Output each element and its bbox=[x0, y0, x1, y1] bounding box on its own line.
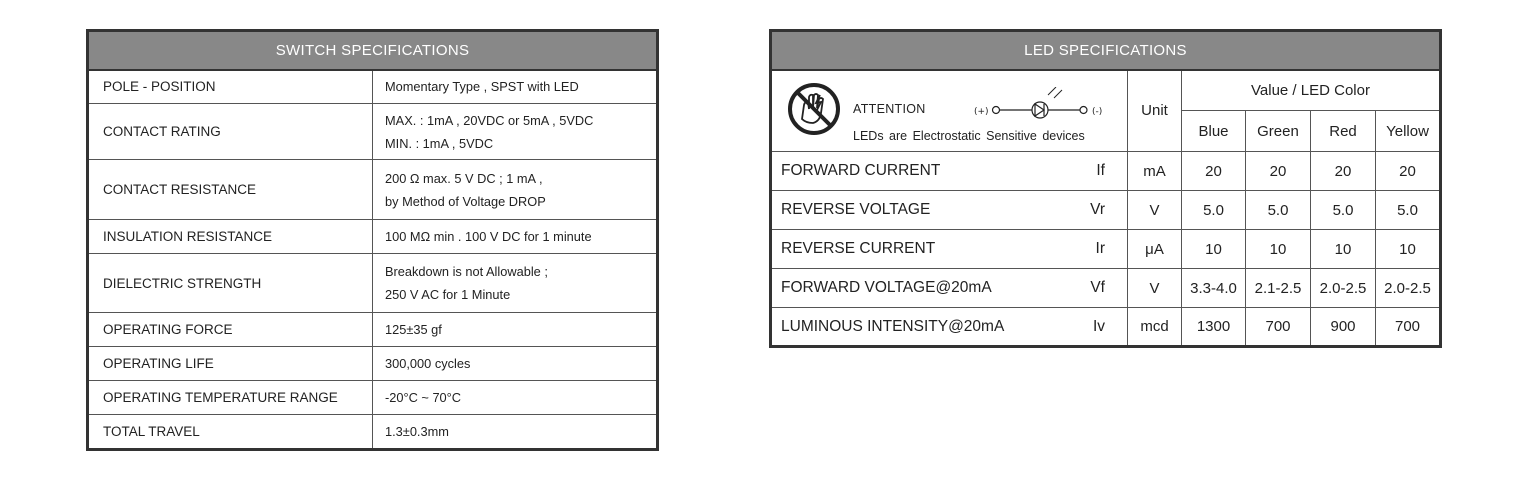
spec-value: Momentary Type , SPST with LED bbox=[373, 70, 658, 104]
esd-warning-icon bbox=[786, 81, 842, 137]
value-cell: 20 bbox=[1246, 152, 1311, 191]
table-row bbox=[88, 70, 658, 104]
value-cell: 900 bbox=[1311, 308, 1376, 347]
param-name: REVERSE VOLTAGE bbox=[781, 201, 931, 218]
spec-label: CONTACT RATING bbox=[88, 104, 373, 160]
color-header-red: Red bbox=[1311, 111, 1376, 152]
value-cell: 3.3-4.0 bbox=[1182, 269, 1246, 308]
param-cell bbox=[771, 230, 1128, 269]
param-name: LUMINOUS INTENSITY@20mA bbox=[781, 317, 1005, 335]
spec-value: 125±35 gf bbox=[373, 313, 658, 347]
param-cell bbox=[771, 269, 1128, 308]
table-row bbox=[88, 104, 658, 160]
value-cell: 10 bbox=[1376, 230, 1441, 269]
spec-label: INSULATION RESISTANCE bbox=[88, 220, 373, 254]
param-cell bbox=[771, 308, 1128, 347]
led-table-title: LED SPECIFICATIONS bbox=[771, 31, 1441, 70]
table-row bbox=[88, 254, 658, 313]
table-row bbox=[88, 381, 658, 415]
table-row bbox=[88, 220, 658, 254]
table-row bbox=[88, 160, 658, 220]
unit-header: Unit bbox=[1128, 70, 1182, 152]
unit-cell: V bbox=[1128, 269, 1182, 308]
cathode-label: (-) bbox=[1092, 106, 1103, 117]
unit-cell: mcd bbox=[1128, 308, 1182, 347]
value-cell: 20 bbox=[1311, 152, 1376, 191]
spec-value: 200 Ω max. 5 V DC ; 1 mA , by Method of Voltage DROP bbox=[373, 160, 658, 220]
spec-label: OPERATING FORCE bbox=[88, 313, 373, 347]
spec-value: 300,000 cycles bbox=[373, 347, 658, 381]
spec-value: 100 MΩ min . 100 V DC for 1 minute bbox=[373, 220, 658, 254]
spec-label: POLE - POSITION bbox=[88, 70, 373, 104]
table-row bbox=[771, 308, 1441, 347]
param-symbol: Vr bbox=[1090, 201, 1105, 218]
switch-table-title: SWITCH SPECIFICATIONS bbox=[88, 31, 658, 70]
led-specifications-table bbox=[769, 29, 1442, 348]
spec-label: DIELECTRIC STRENGTH bbox=[88, 254, 373, 313]
attention-title: ATTENTION bbox=[853, 101, 926, 116]
value-cell: 20 bbox=[1376, 152, 1441, 191]
spec-label: CONTACT RESISTANCE bbox=[88, 160, 373, 220]
value-cell: 2.1-2.5 bbox=[1246, 269, 1311, 308]
value-cell: 5.0 bbox=[1311, 191, 1376, 230]
spec-label: TOTAL TRAVEL bbox=[88, 415, 373, 450]
param-symbol: Iv bbox=[1092, 317, 1105, 335]
param-cell bbox=[771, 152, 1128, 191]
color-header-yellow: Yellow bbox=[1376, 111, 1441, 152]
param-symbol: Vf bbox=[1090, 279, 1105, 296]
value-led-color-header: Value / LED Color bbox=[1182, 70, 1441, 111]
esd-attention-notice bbox=[771, 70, 1128, 152]
table-row bbox=[771, 269, 1441, 308]
param-name: REVERSE CURRENT bbox=[781, 240, 936, 257]
spec-value: -20°C ~ 70°C bbox=[373, 381, 658, 415]
unit-cell: V bbox=[1128, 191, 1182, 230]
value-cell: 2.0-2.5 bbox=[1376, 269, 1441, 308]
table-row bbox=[88, 415, 658, 450]
attention-subtitle: LEDs are Electrostatic Sensitive devices bbox=[853, 128, 1085, 143]
spec-value: 1.3±0.3mm bbox=[373, 415, 658, 450]
param-name: FORWARD CURRENT bbox=[781, 162, 941, 179]
spec-label: OPERATING LIFE bbox=[88, 347, 373, 381]
spec-value: MAX. : 1mA , 20VDC or 5mA , 5VDC MIN. : 1mA , 5VDC bbox=[373, 104, 658, 160]
spec-value: Breakdown is not Allowable ; 250 V AC for 1 Minute bbox=[373, 254, 658, 313]
value-cell: 5.0 bbox=[1376, 191, 1441, 230]
table-row bbox=[771, 191, 1441, 230]
value-cell: 700 bbox=[1376, 308, 1441, 347]
value-cell: 700 bbox=[1246, 308, 1311, 347]
value-cell: 10 bbox=[1246, 230, 1311, 269]
table-row bbox=[88, 313, 658, 347]
value-cell: 2.0-2.5 bbox=[1311, 269, 1376, 308]
led-diode-symbol-icon bbox=[972, 87, 1112, 127]
spec-label: OPERATING TEMPERATURE RANGE bbox=[88, 381, 373, 415]
table-row bbox=[771, 152, 1441, 191]
param-name: FORWARD VOLTAGE@20mA bbox=[781, 279, 992, 296]
value-cell: 10 bbox=[1311, 230, 1376, 269]
param-symbol: If bbox=[1096, 162, 1105, 179]
table-row bbox=[771, 230, 1441, 269]
unit-cell: μA bbox=[1128, 230, 1182, 269]
value-cell: 20 bbox=[1182, 152, 1246, 191]
value-cell: 5.0 bbox=[1246, 191, 1311, 230]
value-cell: 1300 bbox=[1182, 308, 1246, 347]
value-cell: 10 bbox=[1182, 230, 1246, 269]
param-cell bbox=[771, 191, 1128, 230]
param-symbol: Ir bbox=[1095, 240, 1105, 257]
anode-label: (+) bbox=[974, 106, 989, 117]
value-cell: 5.0 bbox=[1182, 191, 1246, 230]
table-row bbox=[88, 347, 658, 381]
color-header-blue: Blue bbox=[1182, 111, 1246, 152]
unit-cell: mA bbox=[1128, 152, 1182, 191]
color-header-green: Green bbox=[1246, 111, 1311, 152]
switch-specifications-table bbox=[86, 29, 659, 451]
